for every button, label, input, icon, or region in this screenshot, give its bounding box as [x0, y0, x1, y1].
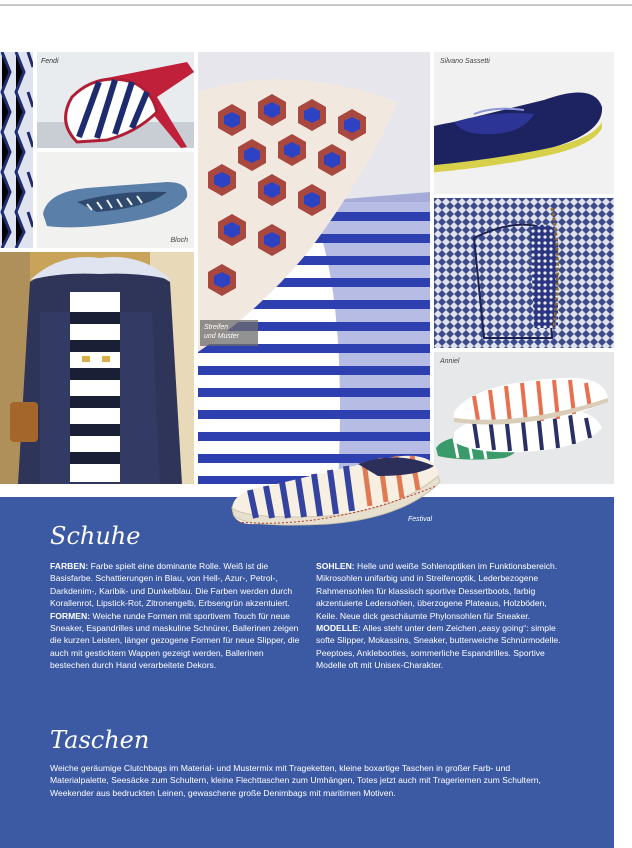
streifen-caption-box: [200, 320, 258, 346]
schuhe-heading: Schuhe: [50, 522, 141, 550]
silvano-loafer-photo: [434, 52, 614, 194]
sohlen-label: SOHLEN:: [316, 561, 355, 571]
formen-label: FORMEN:: [50, 610, 91, 621]
modelle-paragraph: [316, 622, 570, 672]
farben-label: FARBEN:: [50, 561, 89, 571]
schuhe-left-column: [50, 560, 303, 672]
fendi-mule-photo: [37, 52, 194, 148]
anniel-espadrilles-photo: [434, 352, 614, 484]
streifen-caption-line2: und Muster: [204, 333, 240, 340]
taschen-heading: Taschen: [50, 726, 150, 754]
bloch-ballerina-photo: [37, 152, 194, 248]
modelle-label: MODELLE:: [316, 623, 361, 634]
fendi-caption: Fendi: [41, 58, 59, 65]
formen-paragraph: [50, 610, 303, 672]
formen-text: Weiche runde Formen mit sportivem Touch für neue Sneaker, Espandrilles und maskuline Schnürer, Ballerinen zeigen die kurzen Leisten, länger gezogene Formen für neue Slipper, die auch mit gesticktem Wappen gezeigt werden, Ballerinen bestechen durch Hand verarbeitete Dekors.: [50, 610, 300, 671]
streifen-caption-line1: Streifen: [204, 324, 229, 331]
festival-caption: Festival: [408, 516, 433, 523]
silvano-caption: Silvano Sassetti: [440, 58, 490, 65]
schuhe-right-column: [316, 560, 570, 672]
sohlen-paragraph: [316, 560, 570, 622]
top-rule: [0, 4, 632, 6]
anniel-caption: Anniel: [440, 358, 460, 365]
navy-coat-photo: [0, 252, 194, 484]
farben-text: Farbe spielt eine dominante Rolle. Weiß ist die Basisfarbe. Schattierungen in Blau, von Hell-, Azur-, Petrol-, Darkdenim-, Karibik- und Dunkelblau. Die Farben werden durch Korallenrot, Lipstick-Rot, Zitronengelb, Erbsengrün akzentuiert.: [50, 561, 293, 609]
sohlen-text: Helle und weiße Sohlenoptiken im Funktionsbereich. Mikrosohlen unifarbig und in Streifenoptik, Lederbezogene Rahmensohlen für klassisch sportive Dessertboots, farbig akzentuierte Ledersohlen, überzogene Plateaus, Holzböden, Keile. Neue dick geschäumte Phylonsohlen für Sneaker.: [316, 561, 558, 621]
page-margin: [614, 6, 632, 848]
bloch-caption: Bloch: [170, 237, 188, 244]
stripes-pattern-photo: [198, 52, 430, 484]
patterned-bag-photo: [434, 198, 614, 348]
taschen-text: [50, 762, 570, 799]
festival-espadrille-photo: [228, 436, 442, 532]
taschen-paragraph: Weiche geräumige Clutchbags im Material- und Mustermix mit Trageketten, kleine boxartige Taschen in großer Farb- und Materialpalette, Seesäcke zum Schultern, kleine Flechttaschen zum Umhängen, Totes jetzt auch mit Trageriemen zum Schultern, Weekender aus bedruckten Leinen, gewaschene große Denimbags mit maritimen Motiven.: [50, 763, 541, 798]
farben-paragraph: [50, 560, 303, 610]
knit-fabric-photo: [0, 52, 33, 248]
modelle-text: Alles steht unter dem Zeichen „easy going“: simple softe Slipper, Mokassins, Sneaker, butterweiche Schnürmodelle. Peeptoes, Anklebooties, sommerliche Espandrilles. Sportive Modelle oft mit Unisex-Charakter.: [316, 623, 561, 671]
